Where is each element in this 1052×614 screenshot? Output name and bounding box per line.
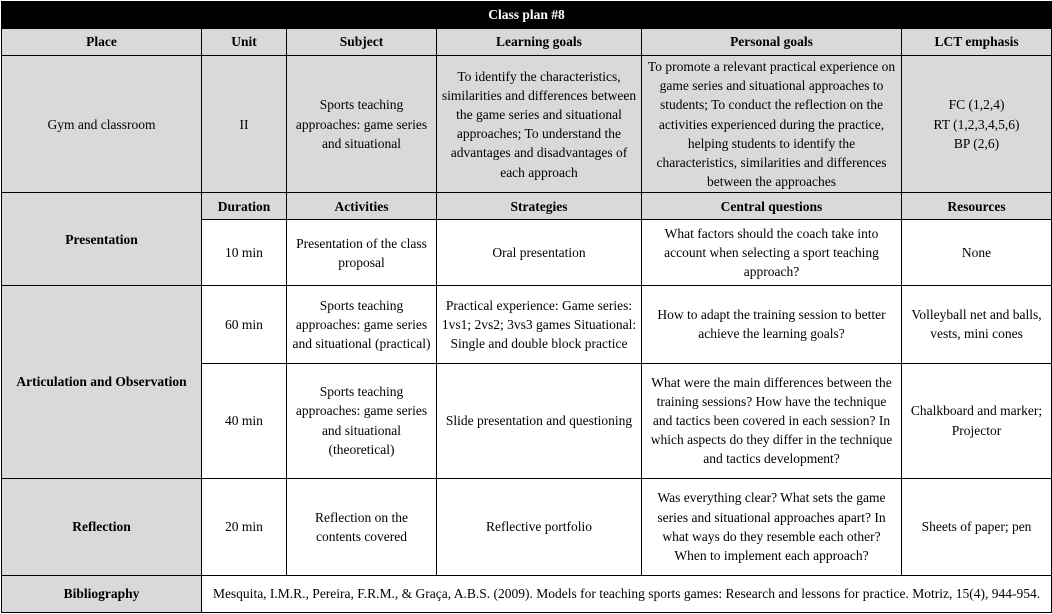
row-strategies: Reflective portfolio xyxy=(437,478,642,575)
header-subject: Subject xyxy=(287,29,437,56)
header-lct-emphasis: LCT emphasis xyxy=(902,29,1052,56)
row-resources: Chalkboard and marker; Projector xyxy=(902,363,1052,478)
row-activities: Sports teaching approaches: game series and situational (practical) xyxy=(287,286,437,363)
header-place: Place xyxy=(2,29,202,56)
table-row xyxy=(2,286,1052,363)
header-personal-goals: Personal goals xyxy=(642,29,902,56)
class-plan-table xyxy=(1,1,1052,613)
lct-line: BP (2,6) xyxy=(953,135,1000,151)
info-unit: II xyxy=(202,56,287,193)
header-activities: Activities xyxy=(287,193,437,220)
row-central-questions: What factors should the coach take into account when selecting a sport teaching approach? xyxy=(642,220,902,286)
row-activities: Sports teaching approaches: game series and situational (theoretical) xyxy=(287,363,437,478)
info-personal-goals: To promote a relevant practical experience on game series and situational approaches to students; To conduct the reflection on the activities experienced during the practice, helping students to identify the characteristics, similarities and differences between the approaches xyxy=(642,56,902,193)
section-reflection: Reflection xyxy=(2,478,202,575)
info-lct-emphasis xyxy=(902,56,1052,193)
row-duration: 10 min xyxy=(202,220,287,286)
row-resources: Sheets of paper; pen xyxy=(902,478,1052,575)
header-learning-goals: Learning goals xyxy=(437,29,642,56)
section-bibliography: Bibliography xyxy=(2,575,202,612)
row-central-questions: What were the main differences between the training sessions? How have the technique and tactics been covered in each session? In which aspects do they differ in the technique and tactics development? xyxy=(642,363,902,478)
section-articulation: Articulation and Observation xyxy=(2,286,202,478)
row-strategies: Oral presentation xyxy=(437,220,642,286)
header-resources: Resources xyxy=(902,193,1052,220)
info-learning-goals: To identify the characteristics, similarities and differences between the game series and situational approaches; To understand the advantages and disadvantages of each approach xyxy=(437,56,642,193)
row-strategies: Slide presentation and questioning xyxy=(437,363,642,478)
header-central-questions: Central questions xyxy=(642,193,902,220)
table-title: Class plan #8 xyxy=(2,2,1052,29)
header-unit: Unit xyxy=(202,29,287,56)
row-activities: Presentation of the class proposal xyxy=(287,220,437,286)
section-presentation: Presentation xyxy=(2,193,202,286)
row-duration: 40 min xyxy=(202,363,287,478)
row-activities: Reflection on the contents covered xyxy=(287,478,437,575)
lct-line: RT (1,2,3,4,5,6) xyxy=(933,116,1020,132)
header-strategies: Strategies xyxy=(437,193,642,220)
row-resources: Volleyball net and balls, vests, mini cones xyxy=(902,286,1052,363)
info-subject: Sports teaching approaches: game series and situational xyxy=(287,56,437,193)
row-central-questions: Was everything clear? What sets the game series and situational approaches apart? In what ways do they resemble each other? When to implement each approach? xyxy=(642,478,902,575)
table-row xyxy=(2,478,1052,575)
info-place: Gym and classroom xyxy=(2,56,202,193)
row-strategies: Practical experience: Game series: 1vs1; 2vs2; 3vs3 games Situational: Single and double block practice xyxy=(437,286,642,363)
header-duration: Duration xyxy=(202,193,287,220)
row-duration: 60 min xyxy=(202,286,287,363)
lct-line: FC (1,2,4) xyxy=(948,97,1005,113)
row-resources: None xyxy=(902,220,1052,286)
bibliography-text: Mesquita, I.M.R., Pereira, F.R.M., & Graça, A.B.S. (2009). Models for teaching sports games: Research and lessons for practice. Motriz, 15(4), 944-954. xyxy=(202,575,1052,612)
row-duration: 20 min xyxy=(202,478,287,575)
row-central-questions: How to adapt the training session to better achieve the learning goals? xyxy=(642,286,902,363)
